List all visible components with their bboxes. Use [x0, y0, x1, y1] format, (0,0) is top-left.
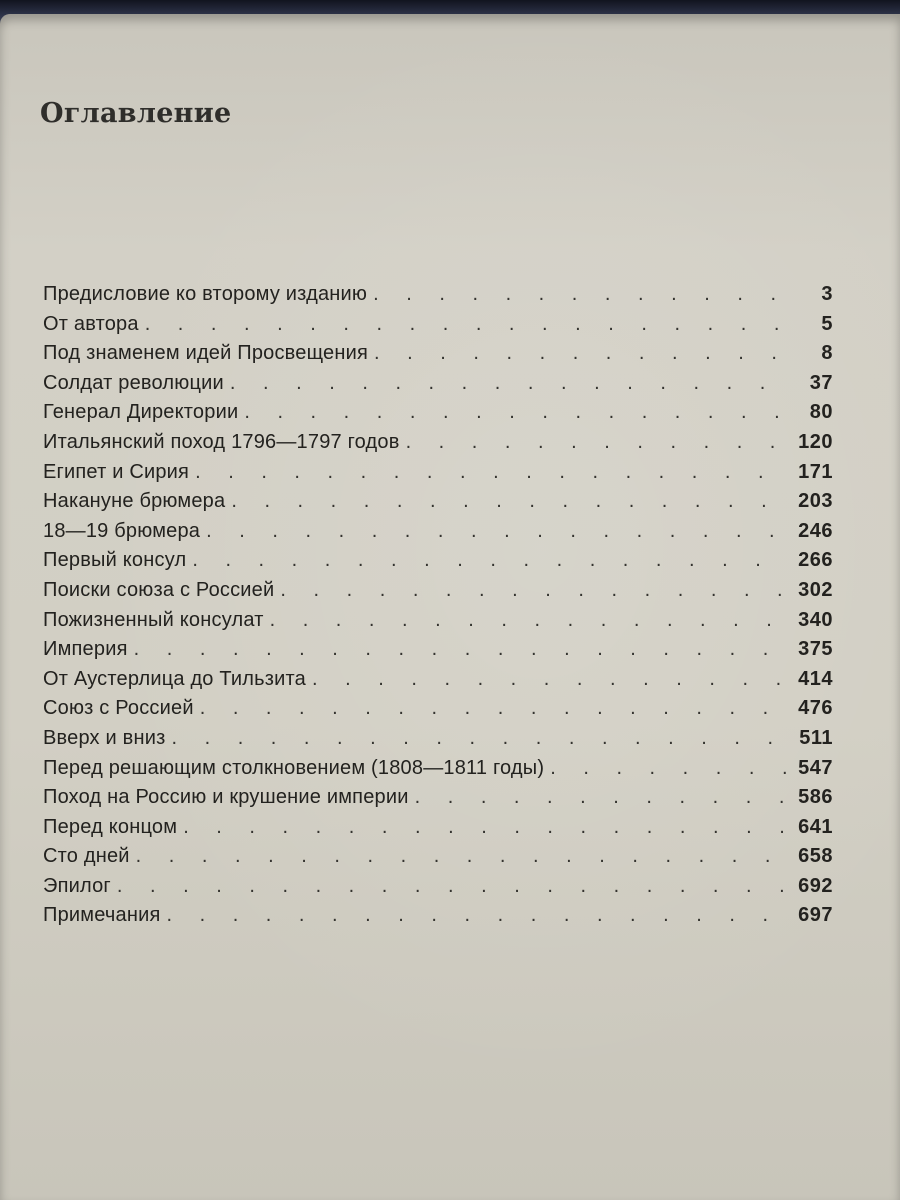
toc-entry-title: Поиски союза с Россией: [43, 578, 275, 601]
dot-leader: [280, 579, 787, 602]
toc-entry-title: От автора: [43, 312, 139, 335]
toc-entry-page: 476: [798, 697, 833, 720]
toc-entry: [43, 579, 833, 609]
toc-entry-title: Солдат революции: [43, 371, 224, 394]
dot-leader: [183, 816, 787, 839]
toc-entry: [43, 461, 833, 491]
page-title: Оглавление: [40, 98, 232, 129]
toc-entry: [43, 638, 833, 668]
toc-entry: [43, 549, 833, 579]
toc-entry: [43, 816, 833, 846]
toc-entry: [43, 727, 833, 757]
toc-entry: [43, 757, 833, 787]
toc-entry-page: 120: [798, 430, 833, 453]
toc-entry: [43, 372, 833, 402]
dot-leader: [374, 342, 787, 365]
toc-entry: [43, 520, 833, 550]
toc-entry-page: 266: [798, 549, 833, 572]
toc-entry-page: 414: [798, 667, 833, 690]
toc-entry-title: Перед концом: [43, 815, 178, 838]
toc-entry: [43, 342, 833, 372]
toc-entry-page: 658: [798, 845, 833, 868]
toc-entry: [43, 313, 833, 343]
toc-entry-page: 246: [798, 519, 833, 542]
toc-entry-page: 203: [798, 490, 833, 513]
toc-entry-page: 340: [798, 608, 833, 631]
toc-entry-page: 8: [821, 342, 833, 365]
dot-leader: [171, 727, 787, 750]
dot-leader: [244, 401, 787, 424]
toc-entry-title: Первый консул: [43, 549, 187, 572]
toc-entry-title: Итальянский поход 1796—1797 годов: [43, 430, 400, 453]
toc-entry: [43, 431, 833, 461]
toc-entry-title: От Аустерлица до Тильзита: [43, 667, 306, 690]
dot-leader: [550, 757, 787, 780]
dot-leader: [415, 786, 787, 809]
dot-leader: [200, 697, 787, 720]
toc-entry-title: Перед решающим столкновением (1808—1811 годы): [43, 756, 545, 779]
dot-leader: [117, 875, 787, 898]
dot-leader: [206, 520, 787, 543]
dot-leader: [231, 490, 787, 513]
dot-leader: [136, 845, 787, 868]
toc-entry: [43, 845, 833, 875]
toc-entry-title: Союз с Россией: [43, 697, 194, 720]
toc-entry-page: 511: [799, 726, 833, 749]
toc-entry-title: Пожизненный консулат: [43, 608, 264, 631]
dot-leader: [192, 549, 787, 572]
toc-entry-title: Империя: [43, 638, 128, 661]
toc-entry-title: Генерал Директории: [43, 401, 239, 424]
toc-entry-title: Предисловие ко второму изданию: [43, 283, 368, 305]
dot-leader: [166, 904, 787, 927]
toc-entry-page: 302: [798, 578, 833, 601]
toc-entry-title: Под знаменем идей Просвещения: [43, 342, 369, 365]
toc-entry: [43, 668, 833, 698]
toc-entry-page: 80: [809, 401, 833, 424]
toc-entry: [43, 786, 833, 816]
toc-entry: [43, 490, 833, 520]
toc-entry-page: 692: [798, 874, 833, 897]
toc-entry-page: 697: [798, 904, 833, 927]
dot-leader: [373, 283, 787, 306]
toc-entry-title: Сто дней: [43, 845, 130, 868]
dot-leader: [195, 461, 787, 484]
toc-entry: [43, 609, 833, 639]
table-of-contents: [43, 283, 833, 934]
toc-entry-title: 18—19 брюмера: [43, 519, 201, 542]
toc-entry-page: 547: [798, 756, 833, 779]
toc-entry-page: 3: [821, 283, 833, 305]
toc-entry-page: 5: [821, 312, 833, 335]
toc-entry: [43, 697, 833, 727]
toc-entry-page: 586: [798, 786, 833, 809]
toc-entry-title: Египет и Сирия: [43, 460, 190, 483]
toc-entry-title: Поход на Россию и крушение империи: [43, 786, 409, 809]
dot-leader: [270, 609, 787, 632]
toc-entry: [43, 401, 833, 431]
dot-leader: [406, 431, 787, 454]
toc-entry: [43, 904, 833, 934]
book-page: [0, 14, 900, 1200]
dot-leader: [134, 638, 787, 661]
toc-entry-title: Вверх и вниз: [43, 726, 166, 749]
toc-entry: [43, 283, 833, 313]
toc-entry-page: 375: [798, 638, 833, 661]
toc-entry-title: Примечания: [43, 904, 161, 927]
toc-entry-page: 171: [798, 460, 833, 483]
dot-leader: [312, 668, 787, 691]
dot-leader: [145, 313, 787, 336]
toc-entry: [43, 875, 833, 905]
dot-leader: [230, 372, 787, 395]
toc-entry-title: Эпилог: [43, 874, 111, 897]
toc-entry-page: 37: [809, 371, 833, 394]
toc-entry-title: Накануне брюмера: [43, 490, 226, 513]
toc-entry-page: 641: [798, 815, 833, 838]
